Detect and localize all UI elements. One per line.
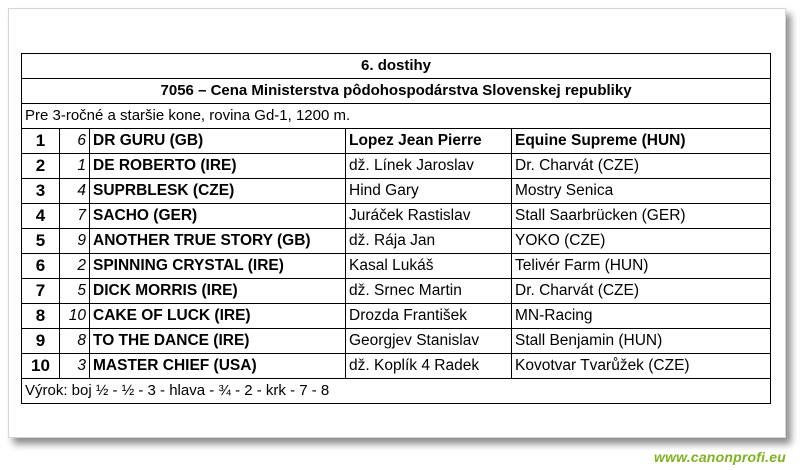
jockey-name: dž. Koplík 4 Radek [346,354,512,379]
race-conditions: Pre 3-ročné a staršie kone, rovina Gd-1, 1200 m. [22,104,771,129]
result-row [22,304,771,329]
start-number: 5 [60,279,90,304]
horse-name: SACHO (GER) [90,204,346,229]
start-number: 1 [60,154,90,179]
result-row [22,329,771,354]
start-number: 10 [60,304,90,329]
finish-position: 6 [22,254,60,279]
finish-position: 1 [22,129,60,154]
race-subtitle-row [22,79,771,104]
owner-name: Telivér Farm (HUN) [512,254,771,279]
jockey-name: Hind Gary [346,179,512,204]
horse-name: SUPRBLESK (CZE) [90,179,346,204]
start-number: 8 [60,329,90,354]
race-results-table [21,53,771,404]
finish-position: 3 [22,179,60,204]
finish-position: 5 [22,229,60,254]
jockey-name: dž. Srnec Martin [346,279,512,304]
race-verdict: Výrok: boj ½ - ½ - 3 - hlava - ¾ - 2 - krk - 7 - 8 [22,379,771,404]
result-row [22,279,771,304]
jockey-name: Georgjev Stanislav [346,329,512,354]
jockey-name: dž. Rája Jan [346,229,512,254]
owner-name: Equine Supreme (HUN) [512,129,771,154]
owner-name: YOKO (CZE) [512,229,771,254]
result-row [22,354,771,379]
owner-name: Stall Saarbrücken (GER) [512,204,771,229]
owner-name: Kovotvar Tvarůžek (CZE) [512,354,771,379]
horse-name: MASTER CHIEF (USA) [90,354,346,379]
horse-name: DR GURU (GB) [90,129,346,154]
horse-name: DICK MORRIS (IRE) [90,279,346,304]
horse-name: CAKE OF LUCK (IRE) [90,304,346,329]
jockey-name: Kasal Lukáš [346,254,512,279]
jockey-name: Drozda František [346,304,512,329]
jockey-name: Lopez Jean Pierre [346,129,512,154]
result-row [22,179,771,204]
start-number: 2 [60,254,90,279]
result-row [22,229,771,254]
owner-name: Mostry Senica [512,179,771,204]
owner-name: MN-Racing [512,304,771,329]
jockey-name: dž. Línek Jaroslav [346,154,512,179]
finish-position: 8 [22,304,60,329]
finish-position: 4 [22,204,60,229]
watermark-text: www.canonprofi.eu [654,449,786,465]
result-row [22,129,771,154]
jockey-name: Juráček Rastislav [346,204,512,229]
start-number: 9 [60,229,90,254]
result-row [22,154,771,179]
result-row [22,204,771,229]
horse-name: DE ROBERTO (IRE) [90,154,346,179]
horse-name: SPINNING CRYSTAL (IRE) [90,254,346,279]
finish-position: 2 [22,154,60,179]
owner-name: Dr. Charvát (CZE) [512,279,771,304]
verdict-row [22,379,771,404]
start-number: 6 [60,129,90,154]
owner-name: Stall Benjamin (HUN) [512,329,771,354]
finish-position: 9 [22,329,60,354]
finish-position: 7 [22,279,60,304]
start-number: 7 [60,204,90,229]
horse-name: TO THE DANCE (IRE) [90,329,346,354]
start-number: 3 [60,354,90,379]
finish-position: 10 [22,354,60,379]
race-subtitle: 7056 – Cena Ministerstva pôdohospodárstva Slovenskej republiky [22,79,771,104]
race-title: 6. dostihy [22,54,771,79]
result-row [22,254,771,279]
race-conditions-row [22,104,771,129]
horse-name: ANOTHER TRUE STORY (GB) [90,229,346,254]
race-title-row [22,54,771,79]
owner-name: Dr. Charvát (CZE) [512,154,771,179]
start-number: 4 [60,179,90,204]
